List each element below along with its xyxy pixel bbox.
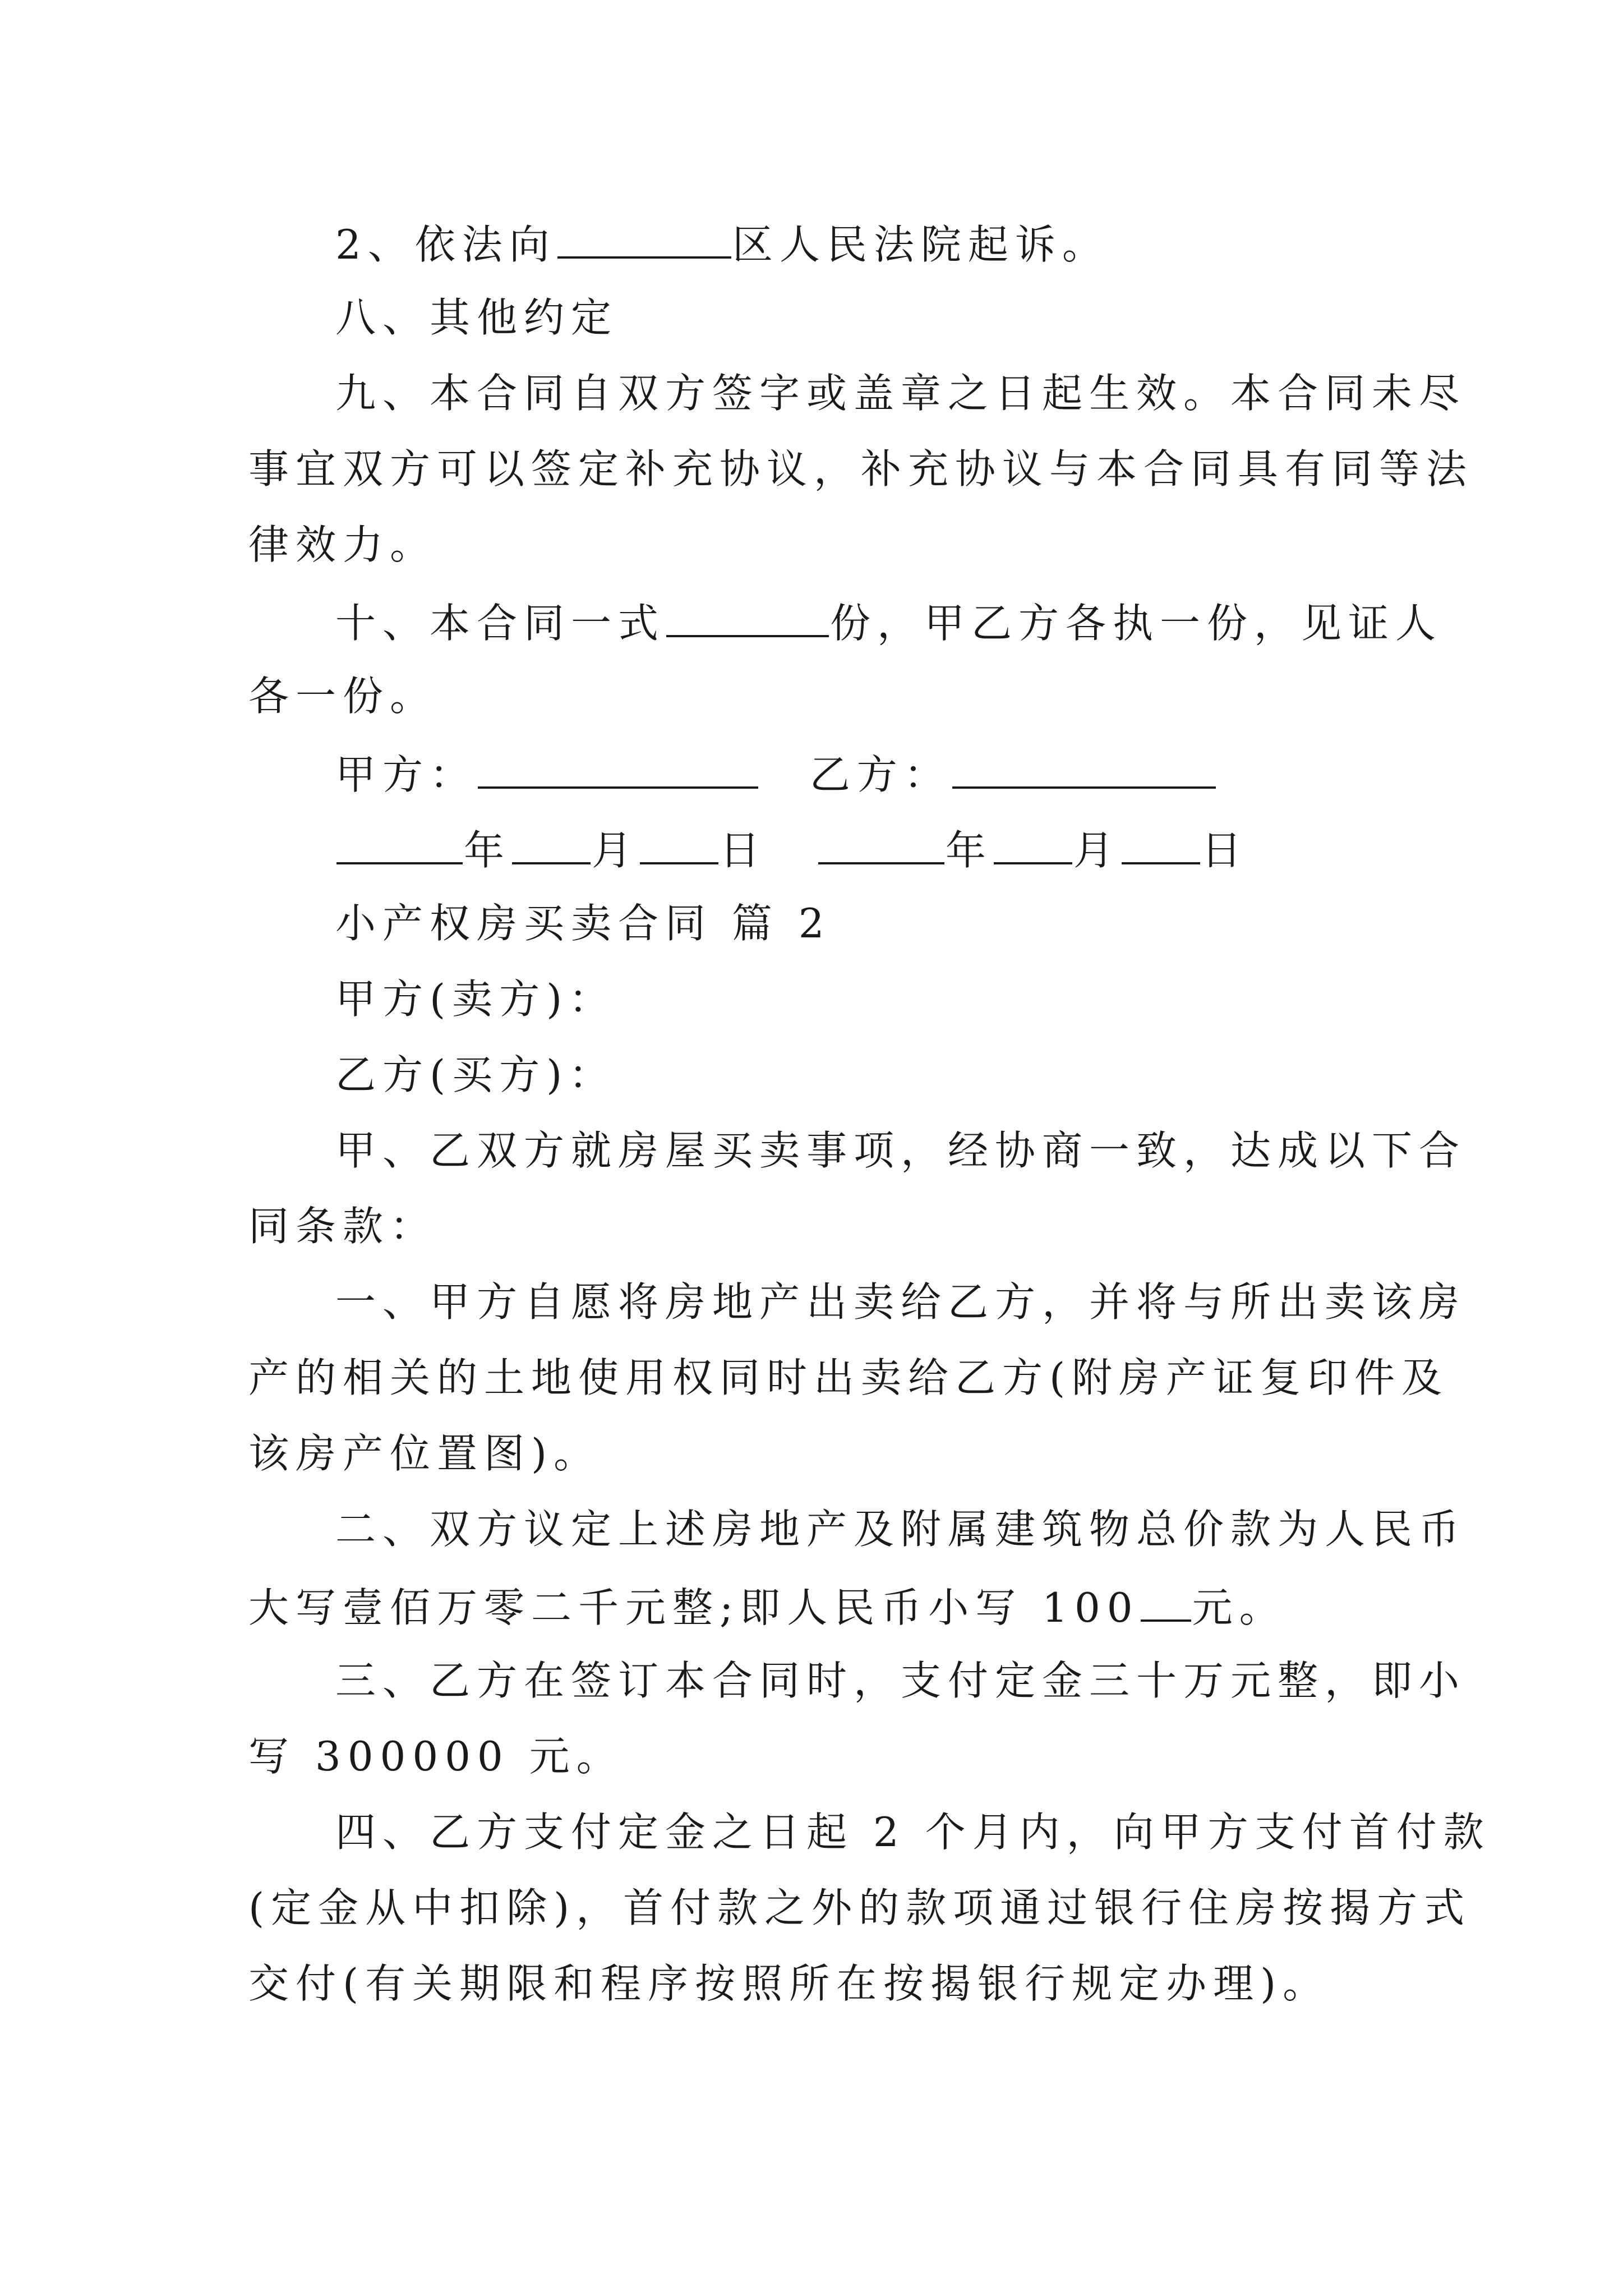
day-a-blank[interactable] (640, 827, 718, 864)
month-a-blank[interactable] (512, 827, 591, 864)
year-a-label: 年 (464, 827, 511, 874)
clause-9-line-3: 律效力。 (248, 521, 437, 568)
article-1-line-2: 产的相关的土地使用权同时出卖给乙方(附房产证复印件及 (248, 1354, 1449, 1401)
month-b-label: 月 (1073, 827, 1121, 874)
month-a-label: 月 (592, 827, 639, 874)
article-4-line-2: (定金从中扣除)，首付款之外的款项通过银行住房按揭方式 (248, 1884, 1472, 1931)
article-2-line-2 (248, 1584, 1287, 1631)
clause-9-line-2: 事宜双方可以签定补充协议，补充协议与本合同具有同等法 (248, 445, 1474, 493)
party-b-label: 乙方： (809, 751, 951, 798)
clause-10-text-b: 份，甲乙方各执一份，见证人 (830, 600, 1443, 647)
buyer-label: 乙方(买方)： (335, 1051, 616, 1098)
court-district-blank[interactable] (557, 222, 731, 259)
price-blank[interactable] (1141, 1585, 1191, 1622)
article-1-line-1: 一、甲方自愿将房地产出卖给乙方，并将与所出卖该房 (335, 1278, 1467, 1326)
article-1-line-3: 该房产位置图)。 (248, 1430, 601, 1477)
day-b-blank[interactable] (1122, 827, 1200, 864)
party-b-signature-blank[interactable] (952, 752, 1216, 789)
clause-2-court (335, 221, 1109, 268)
clause-2-text-a: 2、依法向 (335, 221, 556, 268)
clause-9-line-1: 九、本合同自双方签字或盖章之日起生效。本合同未尽 (335, 370, 1467, 417)
clause-10-line-2: 各一份。 (248, 673, 437, 720)
article-4-line-3: 交付(有关期限和程序按照所在按揭银行规定办理)。 (248, 1960, 1330, 2007)
copies-blank[interactable] (666, 600, 829, 637)
party-a-signature-blank[interactable] (478, 752, 758, 789)
day-a-label: 日 (720, 827, 767, 874)
article-3-line-2: 写 300000 元。 (248, 1733, 624, 1780)
clause-10-line-1 (335, 600, 1443, 647)
article-4-line-1: 四、乙方支付定金之日起 2 个月内，向甲方支付首付款 (335, 1809, 1491, 1856)
year-b-label: 年 (945, 827, 993, 874)
article-2-line-1: 二、双方议定上述房地产及附属建筑物总价款为人民币 (335, 1506, 1467, 1553)
clause-10-text-a: 十、本合同一式 (335, 600, 666, 647)
date-line (335, 827, 1248, 874)
preamble-line-2: 同条款： (248, 1203, 437, 1250)
day-b-label: 日 (1201, 827, 1248, 874)
article-3-line-1: 三、乙方在签订本合同时，支付定金三十万元整，即小 (335, 1657, 1467, 1704)
article-2-text-a: 大写壹佰万零二千元整;即人民币小写 100 (248, 1584, 1140, 1631)
month-b-blank[interactable] (994, 827, 1072, 864)
signature-line (335, 751, 1217, 798)
section-2-title: 小产权房买卖合同 篇 2 (335, 900, 831, 947)
clause-8-heading: 八、其他约定 (335, 294, 619, 341)
year-a-blank[interactable] (336, 827, 463, 864)
seller-label: 甲方(卖方)： (335, 976, 616, 1023)
party-a-label: 甲方： (335, 751, 477, 798)
article-2-text-b: 元。 (1192, 1584, 1287, 1631)
clause-2-text-b: 区人民法院起诉。 (732, 221, 1109, 268)
preamble-line-1: 甲、乙双方就房屋买卖事项，经协商一致，达成以下合 (335, 1127, 1467, 1174)
year-b-blank[interactable] (818, 827, 944, 864)
